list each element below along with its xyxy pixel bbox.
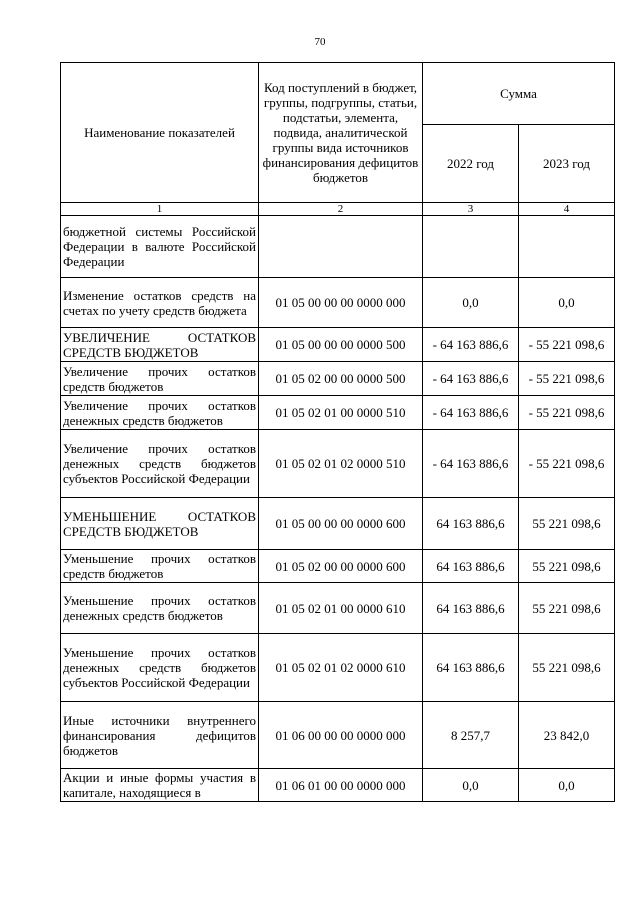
header-name: Наименование показателей [61,63,259,203]
row-value-2022: - 64 163 886,6 [423,328,519,362]
table-row [61,362,615,396]
header-year-2022: 2022 год [423,125,519,203]
table-row [61,550,615,583]
header-year-2023: 2023 год [519,125,615,203]
header-sum: Сумма [423,63,615,125]
row-name: УВЕЛИЧЕНИЕ ОСТАТКОВ СРЕДСТВ БЮДЖЕТОВ [61,328,259,362]
column-number: 3 [423,203,519,216]
row-code: 01 05 02 01 00 0000 510 [259,396,423,430]
row-value-2023 [519,216,615,278]
sources-table [60,62,615,802]
row-value-2023: 0,0 [519,769,615,802]
table-row [61,583,615,634]
row-value-2023: 55 221 098,6 [519,583,615,634]
table-row [61,216,615,278]
row-name: Увеличение прочих остатков денежных средств бюджетов [61,396,259,430]
row-value-2023: 0,0 [519,278,615,328]
row-name: Увеличение прочих остатков денежных средств бюджетов субъектов Российской Федерации [61,430,259,498]
row-value-2022: - 64 163 886,6 [423,430,519,498]
row-value-2023: - 55 221 098,6 [519,396,615,430]
column-number: 1 [61,203,259,216]
table-row [61,498,615,550]
row-code: 01 05 00 00 00 0000 000 [259,278,423,328]
row-code: 01 05 00 00 00 0000 500 [259,328,423,362]
row-value-2022 [423,216,519,278]
table-row [61,328,615,362]
row-value-2022: 8 257,7 [423,702,519,769]
row-name: Уменьшение прочих остатков средств бюджетов [61,550,259,583]
row-value-2022: 0,0 [423,769,519,802]
row-value-2023: 23 842,0 [519,702,615,769]
table-row [61,634,615,702]
row-value-2022: 64 163 886,6 [423,583,519,634]
row-code [259,216,423,278]
row-value-2023: 55 221 098,6 [519,550,615,583]
row-code: 01 05 02 00 00 0000 600 [259,550,423,583]
row-value-2022: 64 163 886,6 [423,550,519,583]
row-name: Уменьшение прочих остатков денежных средств бюджетов субъектов Российской Федерации [61,634,259,702]
row-name: Изменение остатков средств на счетах по учету средств бюджета [61,278,259,328]
row-value-2022: - 64 163 886,6 [423,396,519,430]
row-code: 01 06 01 00 00 0000 000 [259,769,423,802]
row-code: 01 05 02 00 00 0000 500 [259,362,423,396]
table-row [61,430,615,498]
row-code: 01 05 02 01 00 0000 610 [259,583,423,634]
column-number: 4 [519,203,615,216]
row-code: 01 05 02 01 02 0000 510 [259,430,423,498]
row-name: Увеличение прочих остатков средств бюджетов [61,362,259,396]
table-row [61,278,615,328]
table-row [61,702,615,769]
row-name: Иные источники внутреннего финансирования дефицитов бюджетов [61,702,259,769]
header-code: Код поступлений в бюджет, группы, подгруппы, статьи, подстатьи, элемента, подвида, аналитической группы вида источников финансирования дефицитов бюджетов [259,63,423,203]
page-number: 70 [314,36,326,48]
row-value-2023: 55 221 098,6 [519,634,615,702]
table-row [61,396,615,430]
column-number: 2 [259,203,423,216]
row-code: 01 06 00 00 00 0000 000 [259,702,423,769]
row-code: 01 05 00 00 00 0000 600 [259,498,423,550]
row-value-2022: 64 163 886,6 [423,498,519,550]
row-name: Уменьшение прочих остатков денежных средств бюджетов [61,583,259,634]
row-value-2023: - 55 221 098,6 [519,430,615,498]
row-name: бюджетной системы Российской Федерации в валюте Российской Федерации [61,216,259,278]
row-value-2022: 64 163 886,6 [423,634,519,702]
row-name: Акции и иные формы участия в капитале, находящиеся в [61,769,259,802]
row-value-2022: 0,0 [423,278,519,328]
row-code: 01 05 02 01 02 0000 610 [259,634,423,702]
row-value-2023: - 55 221 098,6 [519,328,615,362]
table-row [61,769,615,802]
row-value-2023: - 55 221 098,6 [519,362,615,396]
row-name: УМЕНЬШЕНИЕ ОСТАТКОВ СРЕДСТВ БЮДЖЕТОВ [61,498,259,550]
row-value-2023: 55 221 098,6 [519,498,615,550]
row-value-2022: - 64 163 886,6 [423,362,519,396]
